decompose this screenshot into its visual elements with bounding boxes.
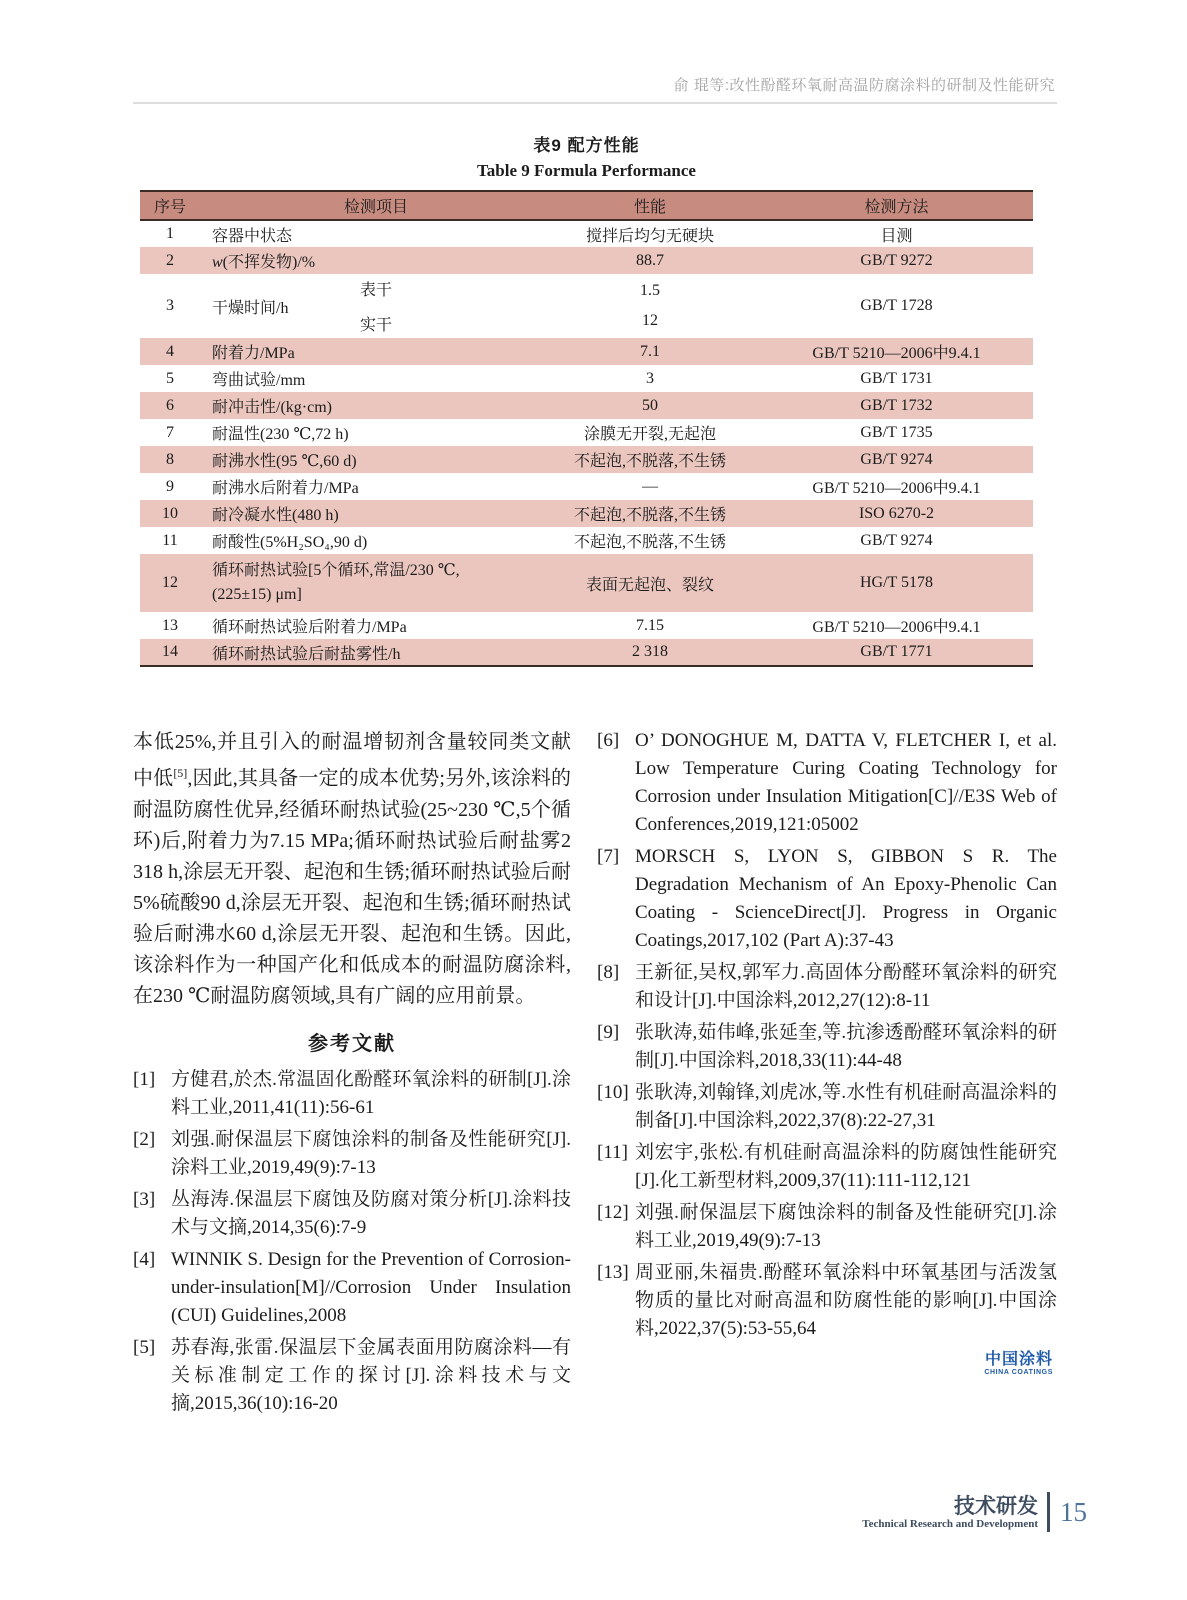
logo-cn-text: 中国涂料 bbox=[984, 1351, 1053, 1368]
cell-item: 弯曲试验/mm bbox=[212, 372, 306, 389]
cell-value: 搅拌后均匀无硬块 bbox=[585, 227, 714, 245]
reference-item bbox=[133, 1066, 571, 1122]
paragraph-text-1: 本低25%,并且引入的耐温增韧剂含量较同类文献中低 bbox=[133, 731, 571, 790]
reference-label: [1] bbox=[133, 1068, 156, 1090]
cell-value: 不起泡,不脱落,不生锈 bbox=[573, 534, 726, 551]
cell-no: 11 bbox=[162, 531, 178, 549]
cell-no: 13 bbox=[162, 616, 178, 634]
col-header-method: 检测方法 bbox=[760, 191, 1033, 220]
cell-method: GB/T 9272 bbox=[760, 247, 1033, 274]
table-header-row bbox=[140, 191, 1033, 220]
cell-method: GB/T 1731 bbox=[860, 369, 933, 387]
reference-text: 周亚丽,朱福贵.酚醛环氧涂料中环氧基团与活泼氢物质的量比对耐高温和防腐性能的影响[J].中国涂料,2022,37(5):53-55,64 bbox=[635, 1262, 1057, 1339]
cell-item bbox=[200, 554, 540, 612]
logo-en-text: CHINA COATINGS bbox=[984, 1368, 1053, 1376]
hard-dry-label: 实干 bbox=[360, 317, 393, 334]
cell-no: 9 bbox=[166, 477, 174, 495]
reference-item bbox=[597, 1079, 1057, 1135]
table-row bbox=[140, 639, 1033, 666]
cell-value: 88.7 bbox=[540, 247, 760, 274]
reference-text: 王新征,吴权,郭军力.高固体分酚醛环氧涂料的研究和设计[J].中国涂料,2012,27(12):8-11 bbox=[635, 962, 1057, 1011]
reference-text: 刘强.耐保温层下腐蚀涂料的制备及性能研究[J].涂料工业,2019,49(9):7-13 bbox=[171, 1128, 571, 1178]
footer-title-en: Technical Research and Development bbox=[862, 1517, 1038, 1530]
reference-text: 刘宏宇,张松.有机硅耐高温涂料的防腐蚀性能研究[J].化工新型材料,2009,37(11):111-112,121 bbox=[635, 1142, 1057, 1191]
references-heading: 参考文献 bbox=[308, 1032, 396, 1055]
reference-label: [10] bbox=[597, 1082, 629, 1103]
surface-dry-label: 表干 bbox=[360, 282, 393, 299]
reference-label: [12] bbox=[597, 1202, 629, 1223]
table-row bbox=[140, 274, 1033, 338]
reference-text: 丛海涛.保温层下腐蚀及防腐对策分析[J].涂料技术与文摘,2014,35(6):7-9 bbox=[171, 1188, 571, 1238]
cell-item: 循环耐热试验后附着力/MPa bbox=[212, 619, 407, 636]
conclusion-paragraph bbox=[133, 727, 571, 1012]
reference-text: MORSCH S, LYON S, GIBBON S R. The Degradation Mechanism of An Epoxy-Phenolic Can Coating - ScienceDirect[J]. Progress in Organic Coatings,2017,102 (Part A):37-43 bbox=[635, 846, 1057, 951]
cell-item: 耐冷凝水性(480 h) bbox=[200, 500, 540, 527]
drying-sub-values bbox=[540, 282, 760, 330]
table-row bbox=[140, 612, 1033, 639]
cell-item: 循环耐热试验后耐盐雾性/h bbox=[200, 639, 540, 666]
footer-divider-bar bbox=[1047, 1492, 1050, 1532]
table-row bbox=[140, 365, 1033, 392]
reference-item bbox=[597, 1259, 1057, 1343]
drying-time-group bbox=[212, 277, 540, 335]
table-title-en: Table 9 Formula Performance bbox=[477, 161, 696, 180]
cell-no: 10 bbox=[140, 500, 200, 527]
drying-time-label: 干燥时间/h bbox=[212, 299, 289, 317]
reference-text: WINNIK S. Design for the Prevention of Corrosion-under-insulation[M]//Corrosion Under Insulation (CUI) Guidelines,2008 bbox=[171, 1248, 571, 1326]
cell-value: 涂膜无开裂,无起泡 bbox=[583, 426, 716, 443]
cell-no: 3 bbox=[166, 297, 174, 314]
reference-label: [9] bbox=[597, 1022, 620, 1043]
reference-label: [8] bbox=[597, 962, 620, 983]
cell-item: 耐沸水性(95 ℃,60 d) bbox=[200, 446, 540, 473]
cell-method: GB/T 5210—2006中9.4.1 bbox=[812, 480, 981, 497]
table-row bbox=[140, 554, 1033, 612]
reference-item bbox=[133, 1126, 571, 1182]
cell-method: GB/T 1728 bbox=[860, 297, 933, 314]
cell-value: 2 318 bbox=[540, 639, 760, 666]
cell-item bbox=[200, 274, 540, 338]
surface-dry-value: 1.5 bbox=[640, 282, 660, 299]
italic-symbol: w bbox=[212, 254, 223, 271]
cell-item: 附着力/MPa bbox=[200, 338, 540, 365]
cell-method: HG/T 5178 bbox=[760, 554, 1033, 612]
cell-method: GB/T 1732 bbox=[760, 392, 1033, 419]
cell-no: 5 bbox=[166, 369, 174, 387]
reference-text: O’ DONOGHUE M, DATTA V, FLETCHER I, et al. Low Temperature Curing Coating Technology for Corrosion under Insulation Mitigation[C]//E3S Web of Conferences,2019,121:05002 bbox=[635, 730, 1057, 835]
cell-item bbox=[200, 247, 540, 274]
cycle-test-line2: (225±15) μm] bbox=[212, 586, 302, 603]
table-row bbox=[140, 446, 1033, 473]
formula-performance-table bbox=[140, 190, 1033, 667]
citation-superscript: [5] bbox=[173, 766, 188, 780]
cell-item: 容器中状态 bbox=[212, 227, 293, 245]
cell-no: 14 bbox=[140, 639, 200, 666]
table-row bbox=[140, 527, 1033, 554]
reference-label: [7] bbox=[597, 846, 620, 867]
table-title-cn: 表9 配方性能 bbox=[533, 136, 640, 155]
cell-no: 8 bbox=[140, 446, 200, 473]
cycle-test-line1: 循环耐热试验[5个循环,常温/230 ℃, bbox=[212, 562, 460, 579]
reference-text: 刘强.耐保温层下腐蚀涂料的制备及性能研究[J].涂料工业,2019,49(9):7-13 bbox=[635, 1202, 1057, 1251]
table9-block bbox=[140, 131, 1033, 667]
cell-value: 7.15 bbox=[636, 616, 664, 634]
cell-item: 耐沸水后附着力/MPa bbox=[212, 480, 359, 497]
cell-method: GB/T 5210—2006中9.4.1 bbox=[812, 619, 981, 636]
reference-label: [4] bbox=[133, 1248, 156, 1270]
cell-method: GB/T 5210—2006中9.4.1 bbox=[760, 338, 1033, 365]
cell-method: GB/T 1771 bbox=[760, 639, 1033, 666]
paragraph-text-2: ,因此,其具备一定的成本优势;另外,该涂料的耐温防腐性优异,经循环耐热试验(25~230 ℃,5个循环)后,附着力为7.15 MPa;循环耐热试验后耐盐雾2 318 h,涂层无开裂、起泡和生锈;循环耐热试验后耐5%硫酸90 d,涂层无开裂、起泡和生锈;循环耐热试验后耐沸水60 d,涂层无开裂、起泡和生锈。因此,该涂料作为一种国产化和低成本的耐温防腐涂料,在230 ℃耐温防腐领域,具有广阔的应用前景。 bbox=[133, 767, 572, 1007]
table-row bbox=[140, 473, 1033, 500]
running-head: 俞 琨等:改性酚醛环氧耐高温防腐涂料的研制及性能研究 bbox=[673, 77, 1055, 94]
cell-no: 2 bbox=[140, 247, 200, 274]
cell-method: GB/T 9274 bbox=[860, 531, 933, 549]
cell-item: 耐酸性(5%H₂SO₄,90 d) bbox=[212, 534, 368, 551]
table-row bbox=[140, 419, 1033, 446]
cell-method: ISO 6270-2 bbox=[760, 500, 1033, 527]
right-column bbox=[597, 727, 1057, 1422]
cell-item: 耐温性(230 ℃,72 h) bbox=[212, 426, 349, 443]
reference-item bbox=[597, 1139, 1057, 1195]
reference-item bbox=[133, 1334, 571, 1418]
reference-label: [11] bbox=[597, 1142, 628, 1163]
reference-item bbox=[597, 1019, 1057, 1075]
reference-item bbox=[597, 1199, 1057, 1255]
page-number: 15 bbox=[1060, 1496, 1087, 1527]
reference-label: [3] bbox=[133, 1188, 156, 1210]
col-header-item: 检测项目 bbox=[200, 191, 540, 220]
cell-no: 7 bbox=[166, 423, 174, 441]
reference-label: [6] bbox=[597, 730, 620, 751]
footer-section-title bbox=[862, 1495, 1038, 1530]
reference-text: 苏春海,张雷.保温层下金属表面用防腐涂料—有关标准制定工作的探讨[J].涂料技术与文摘,2015,36(10):16-20 bbox=[171, 1336, 571, 1414]
cell-method: GB/T 1735 bbox=[860, 423, 933, 441]
cell-item-text: (不挥发物)/% bbox=[222, 254, 316, 271]
reference-label: [5] bbox=[133, 1336, 156, 1358]
table-row bbox=[140, 392, 1033, 419]
china-coatings-logo bbox=[597, 1351, 1057, 1376]
reference-item bbox=[133, 1186, 571, 1242]
reference-text: 方健君,於杰.常温固化酚醛环氧涂料的研制[J].涂料工业,2011,41(11):56-61 bbox=[171, 1068, 571, 1118]
reference-label: [2] bbox=[133, 1128, 156, 1150]
cell-value: 3 bbox=[646, 369, 654, 387]
cell-value: 不起泡,不脱落,不生锈 bbox=[540, 500, 760, 527]
left-column bbox=[133, 727, 571, 1422]
cell-value bbox=[540, 274, 760, 338]
cell-item: 耐冲击性/(kg·cm) bbox=[200, 392, 540, 419]
reference-item bbox=[597, 727, 1057, 839]
header-divider bbox=[133, 102, 1057, 104]
footer-title-cn: 技术研发 bbox=[954, 1494, 1038, 1518]
drying-sub-labels bbox=[360, 277, 392, 335]
reference-text: 张耿涛,刘翰锋,刘虎冰,等.水性有机硅耐高温涂料的制备[J].中国涂料,2022,37(8):22-27,31 bbox=[635, 1082, 1057, 1131]
table-row bbox=[140, 247, 1033, 274]
cell-method: GB/T 9274 bbox=[760, 446, 1033, 473]
cell-no: 1 bbox=[166, 225, 174, 242]
hard-dry-value: 12 bbox=[642, 312, 658, 329]
reference-item bbox=[597, 959, 1057, 1015]
reference-item bbox=[133, 1246, 571, 1330]
cell-value: — bbox=[642, 477, 658, 495]
cell-value: 不起泡,不脱落,不生锈 bbox=[540, 446, 760, 473]
reference-text: 张耿涛,茹伟峰,张延奎,等.抗渗透酚醛环氧涂料的研制[J].中国涂料,2018,33(11):44-48 bbox=[635, 1022, 1057, 1071]
cell-value: 50 bbox=[540, 392, 760, 419]
table-row bbox=[140, 220, 1033, 247]
reference-label: [13] bbox=[597, 1262, 629, 1283]
cell-method: 目测 bbox=[880, 227, 913, 245]
col-header-value: 性能 bbox=[540, 191, 760, 220]
cell-no: 4 bbox=[140, 338, 200, 365]
cell-value: 7.1 bbox=[540, 338, 760, 365]
table-row bbox=[140, 338, 1033, 365]
cell-no: 6 bbox=[140, 392, 200, 419]
col-header-no: 序号 bbox=[140, 191, 200, 220]
cell-no: 12 bbox=[140, 554, 200, 612]
two-column-body bbox=[133, 727, 1057, 1422]
reference-item bbox=[597, 843, 1057, 955]
table-row bbox=[140, 500, 1033, 527]
cell-value: 表面无起泡、裂纹 bbox=[540, 554, 760, 612]
page-footer bbox=[862, 1492, 1087, 1532]
